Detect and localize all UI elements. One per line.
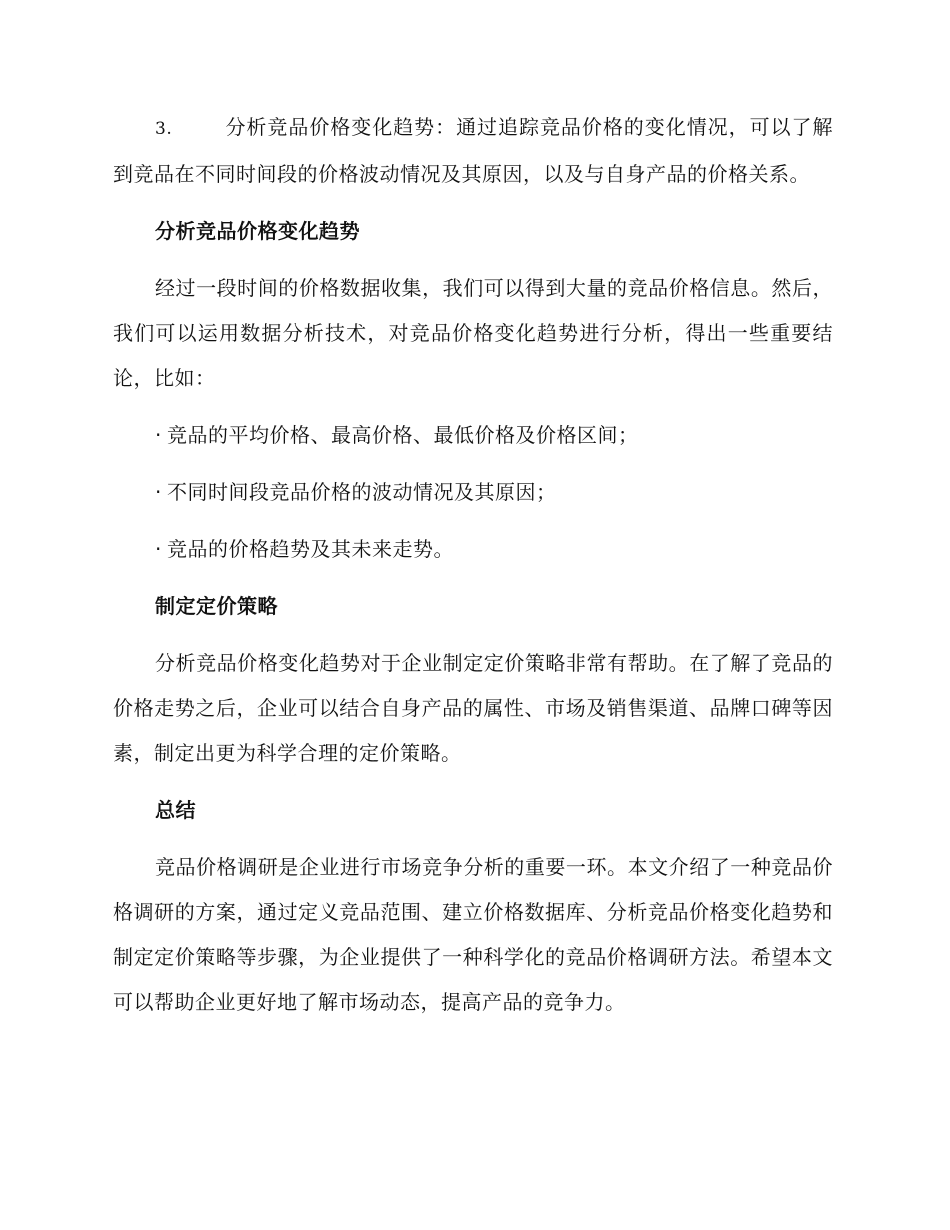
section-heading-summary: 总结	[155, 798, 196, 822]
item-number: 3.	[155, 119, 173, 139]
bullet-item	[113, 413, 833, 458]
document-body	[113, 105, 833, 1037]
section-heading-pricing: 制定定价策略	[155, 594, 278, 618]
bullet-text: 不同时间段竞品价格的波动情况及其原因；	[167, 480, 557, 504]
bullet-item	[113, 527, 833, 572]
bullet-marker: ·	[155, 423, 162, 447]
bullet-marker: ·	[155, 480, 162, 504]
paragraph-summary: 竞品价格调研是企业进行市场竞争分析的重要一环。本文介绍了一种竞品价格调研的方案，通过定义竞品范围、建立价格数据库、分析竞品价格变化趋势和制定定价策略等步骤，为企业提供了一种科学化的竞品价格调研方法。希望本文可以帮助企业更好地了解市场动态，提高产品的竞争力。	[113, 855, 833, 1014]
numbered-item-3	[113, 105, 833, 197]
paragraph-trend: 经过一段时间的价格数据收集，我们可以得到大量的竞品价格信息。然后，我们可以运用数据分析技术，对竞品价格变化趋势进行分析，得出一些重要结论，比如：	[113, 276, 833, 390]
bullet-item	[113, 470, 833, 515]
bullet-marker: ·	[155, 537, 162, 561]
bullet-text: 竞品的价格趋势及其未来走势。	[167, 537, 454, 561]
paragraph-pricing: 分析竞品价格变化趋势对于企业制定定价策略非常有帮助。在了解了竞品的价格走势之后，企业可以结合自身产品的属性、市场及销售渠道、品牌口碑等因素，制定出更为科学合理的定价策略。	[113, 651, 833, 765]
section-heading-trend: 分析竞品价格变化趋势	[155, 219, 360, 243]
item-text: 分析竞品价格变化趋势：通过追踪竞品价格的变化情况，可以了解到竞品在不同时间段的价格波动情况及其原因，以及与自身产品的价格关系。	[113, 115, 833, 186]
bullet-text: 竞品的平均价格、最高价格、最低价格及价格区间；	[167, 423, 639, 447]
